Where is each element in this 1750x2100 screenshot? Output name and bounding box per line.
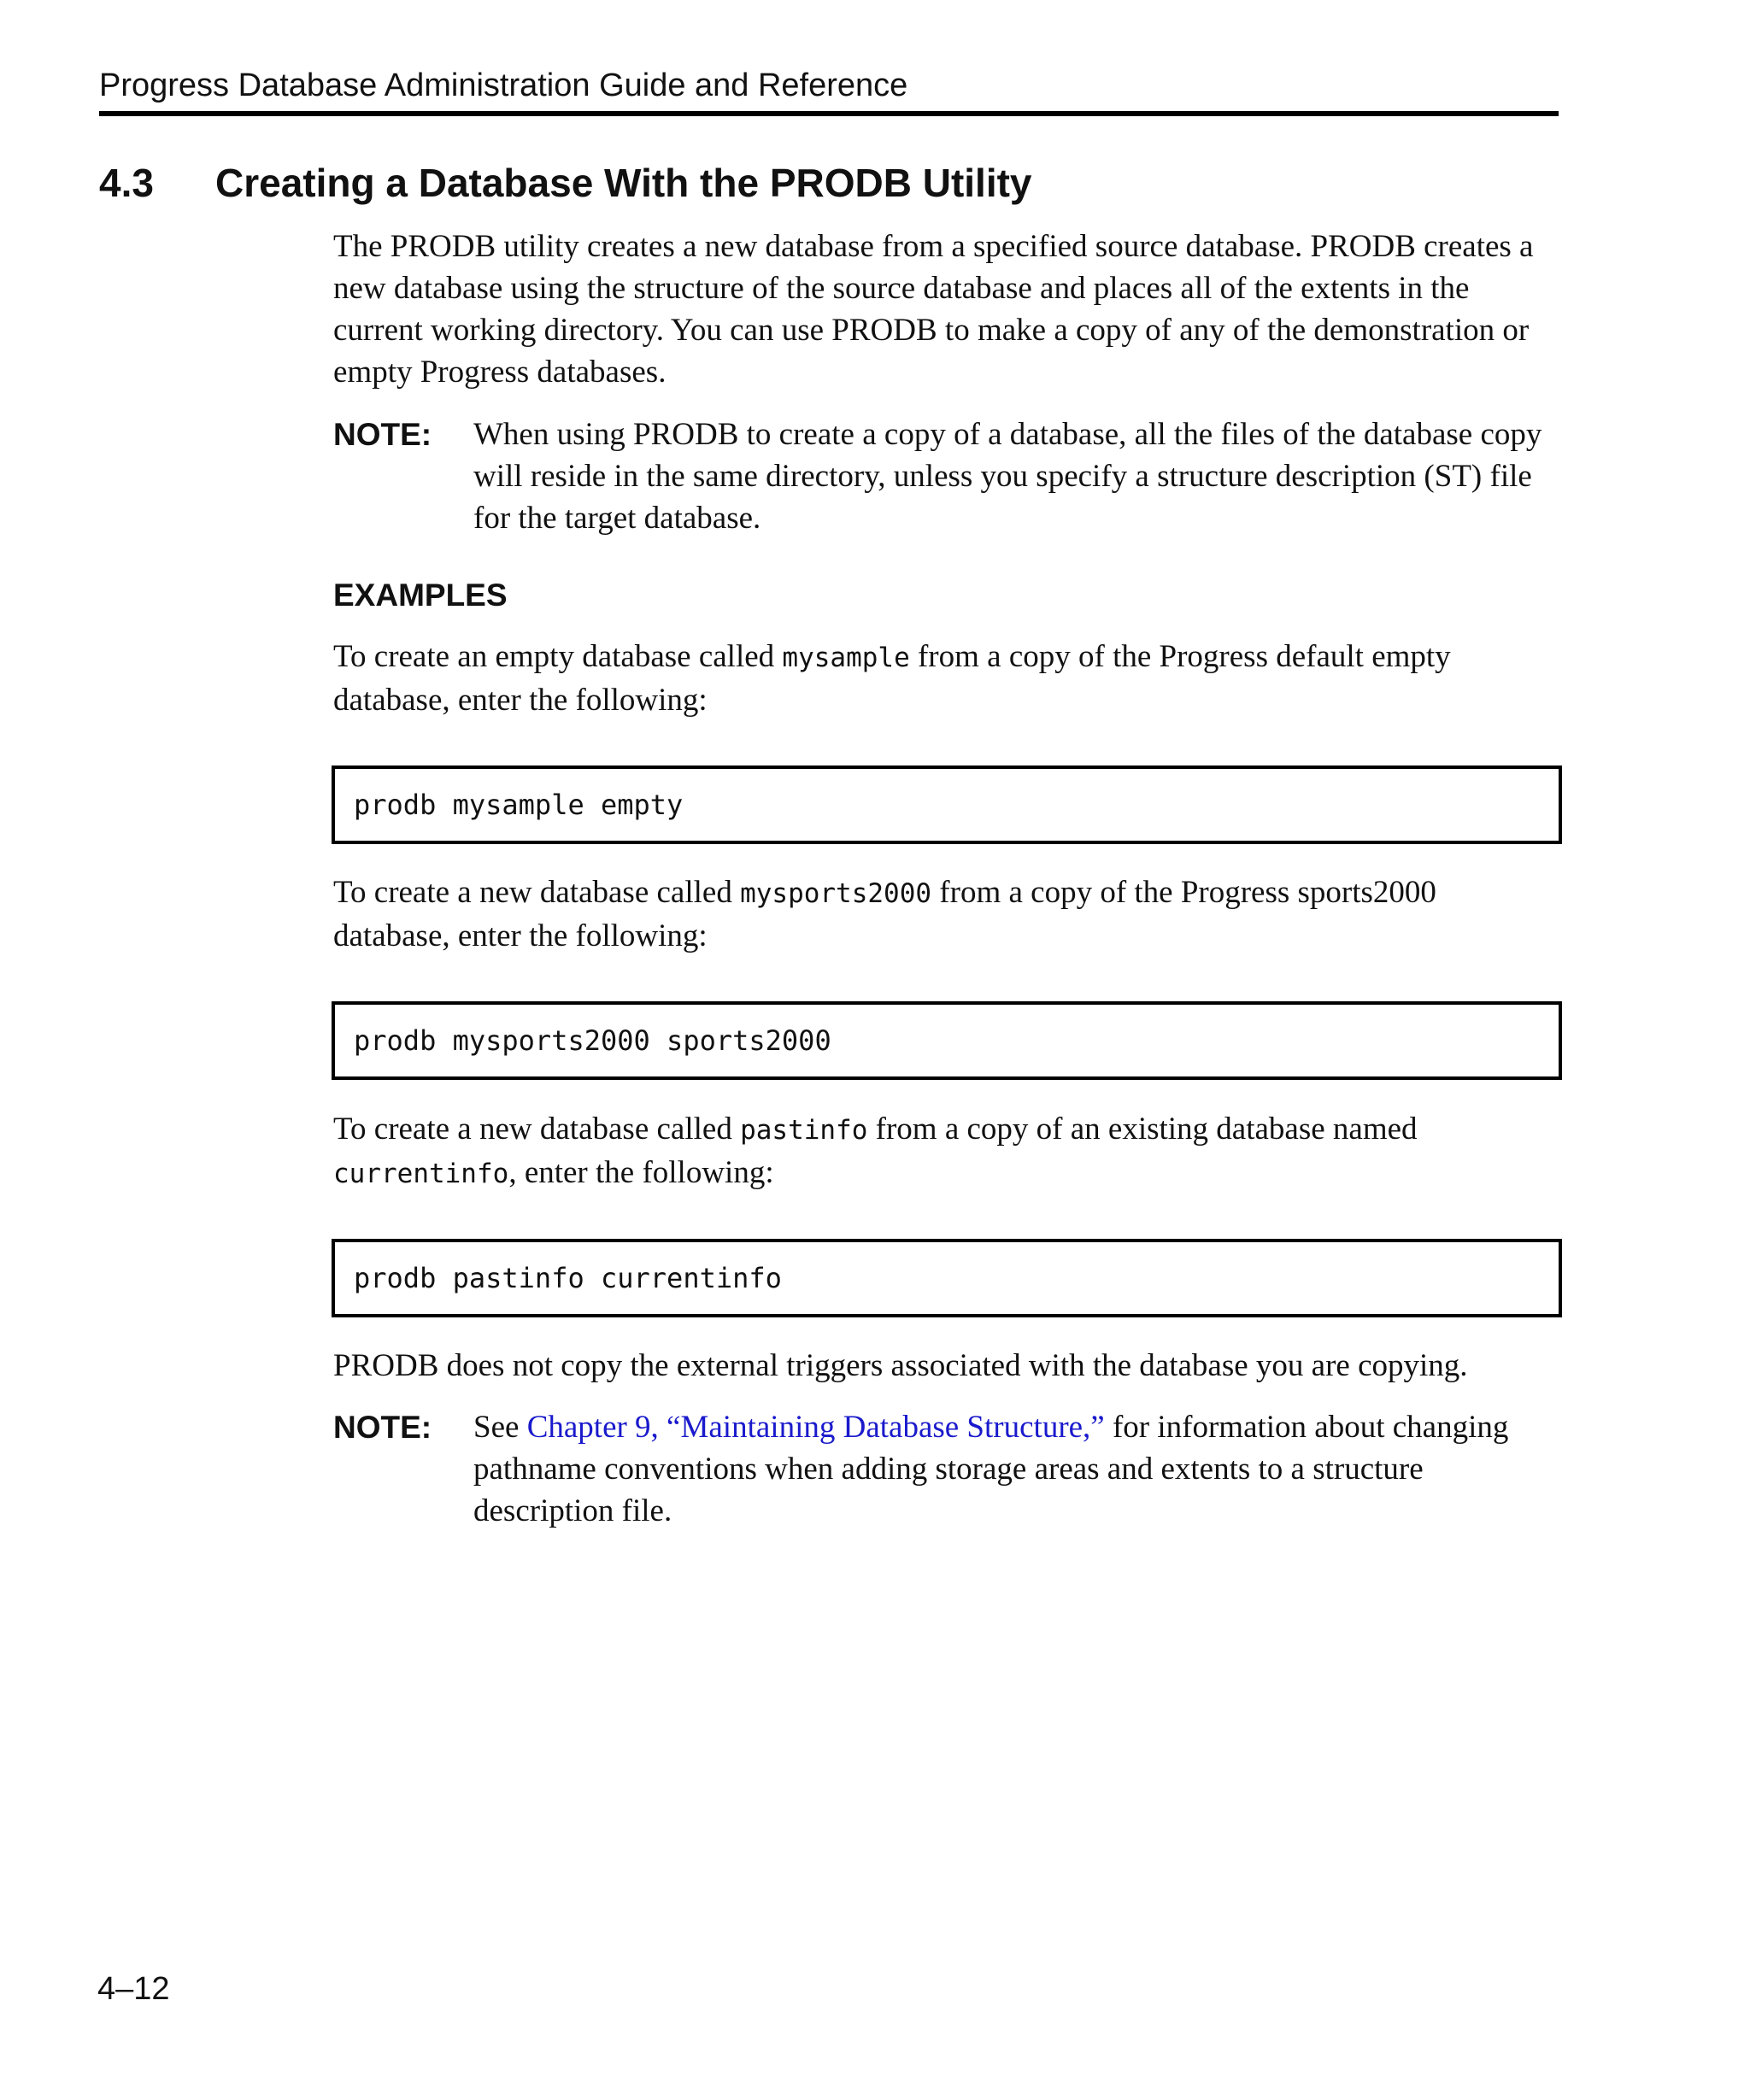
- code-block-example2: [332, 1001, 1562, 1080]
- note-text-end: for information about changing pathname conventions when adding storage areas and extents to a structure description file.: [473, 1410, 1509, 1528]
- triggers-paragraph: PRODB does not copy the external triggers associated with the database you are copying.: [333, 1348, 1468, 1383]
- section-heading: [99, 159, 1032, 207]
- intro-paragraph: The PRODB utility creates a new database from a specified source database. PRODB creates a new database using the structure of the source database and places all of the extents in the current working directory. You can use PRODB to make a copy of any of the demonstration or empty Progress databases.: [333, 229, 1534, 390]
- example1-text-end: from a copy of the Progress default empty database, enter the following:: [333, 639, 1451, 718]
- note-text: When using PRODB to create a copy of a database, all the files of the database copy will reside in the same directory, unless you specify a structure description (ST) file for the target database.: [473, 417, 1542, 536]
- code-command: prodb mysports2000 sports2000: [354, 1024, 831, 1057]
- example3-text-middle: from a copy of an existing database named: [867, 1112, 1418, 1147]
- code-command: prodb mysample empty: [354, 789, 684, 821]
- example1-description: [333, 636, 1560, 721]
- example1-inline-code: mysample: [782, 642, 910, 673]
- example2-description: [333, 871, 1560, 957]
- example2-text-end: from a copy of the Progress sports2000 database, enter the following:: [333, 875, 1436, 953]
- page-number: 4–12: [97, 1971, 170, 2007]
- running-header: Progress Database Administration Guide and Reference: [99, 67, 908, 103]
- example3-text: To create a new database called: [333, 1112, 741, 1147]
- example3-description: [333, 1108, 1560, 1195]
- section-title: Creating a Database With the PRODB Utility: [215, 161, 1032, 205]
- examples-heading: EXAMPLES: [333, 578, 508, 613]
- chapter-link[interactable]: Chapter 9, “Maintaining Database Structure,”: [526, 1410, 1105, 1445]
- example2-text: To create a new database called: [333, 875, 741, 910]
- note-block: [333, 414, 1560, 539]
- note-label: NOTE:: [333, 1410, 432, 1445]
- code-block-example3: [332, 1239, 1562, 1317]
- example1-text: To create an empty database called: [333, 639, 783, 674]
- code-command: prodb pastinfo currentinfo: [354, 1262, 782, 1294]
- example3-inline-code-2: currentinfo: [333, 1159, 509, 1189]
- example2-inline-code: mysports2000: [740, 878, 932, 909]
- note-block-2: [333, 1406, 1560, 1532]
- note-label: NOTE:: [333, 417, 432, 452]
- note-text: [473, 1406, 1560, 1532]
- example3-inline-code: pastinfo: [740, 1115, 868, 1146]
- example3-text-end: , enter the following:: [508, 1155, 774, 1190]
- section-number: 4.3: [99, 161, 154, 205]
- code-block-example1: [332, 766, 1562, 844]
- header-rule: [99, 111, 1559, 116]
- note-text-start: See: [473, 1410, 527, 1445]
